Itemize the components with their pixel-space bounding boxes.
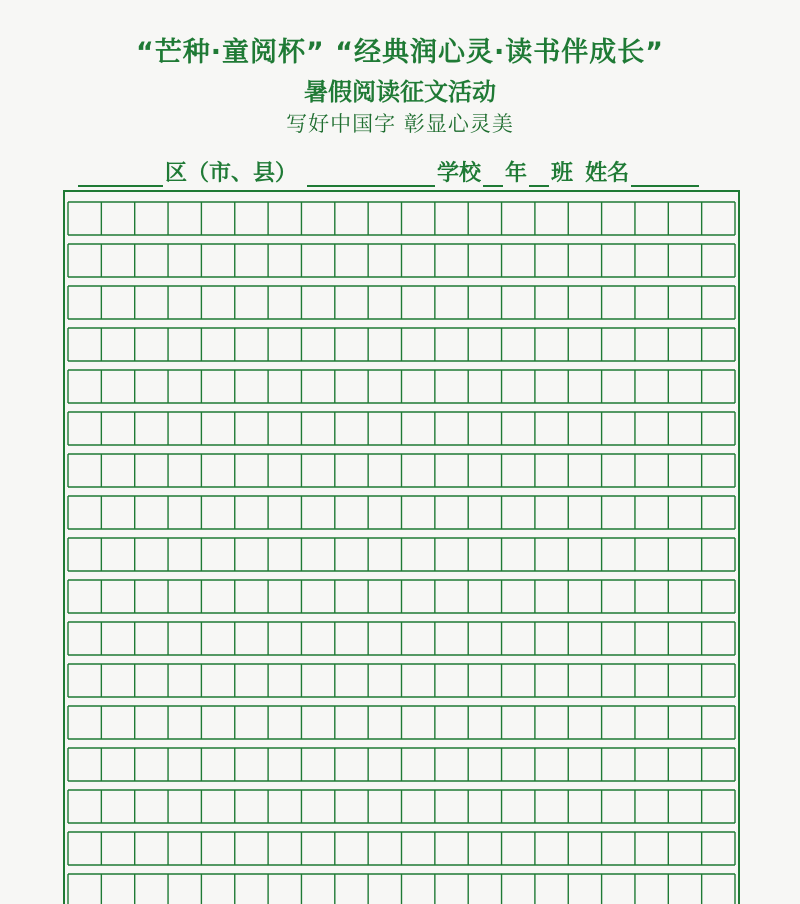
school-blank[interactable]: [307, 161, 435, 187]
district-blank[interactable]: [78, 161, 163, 187]
school-label: 学校: [437, 161, 482, 186]
name-blank[interactable]: [631, 161, 699, 187]
contest-title: “芒种·童阅杯” “经典润心灵·读书伴成长”: [136, 37, 664, 68]
writing-grid[interactable]: [63, 190, 740, 904]
grid-lines: [63, 190, 740, 904]
name-label: 姓名: [585, 161, 630, 186]
info-row: [78, 153, 728, 187]
slogan: 写好中国字 彰显心灵美: [286, 112, 514, 136]
grade-blank[interactable]: [483, 161, 503, 187]
class-blank[interactable]: [529, 161, 549, 187]
district-label: 区（市、县）: [165, 161, 298, 186]
activity-title: 暑假阅读征文活动: [304, 78, 496, 106]
grade-label: 年: [505, 161, 528, 186]
class-label: 班: [551, 161, 574, 186]
